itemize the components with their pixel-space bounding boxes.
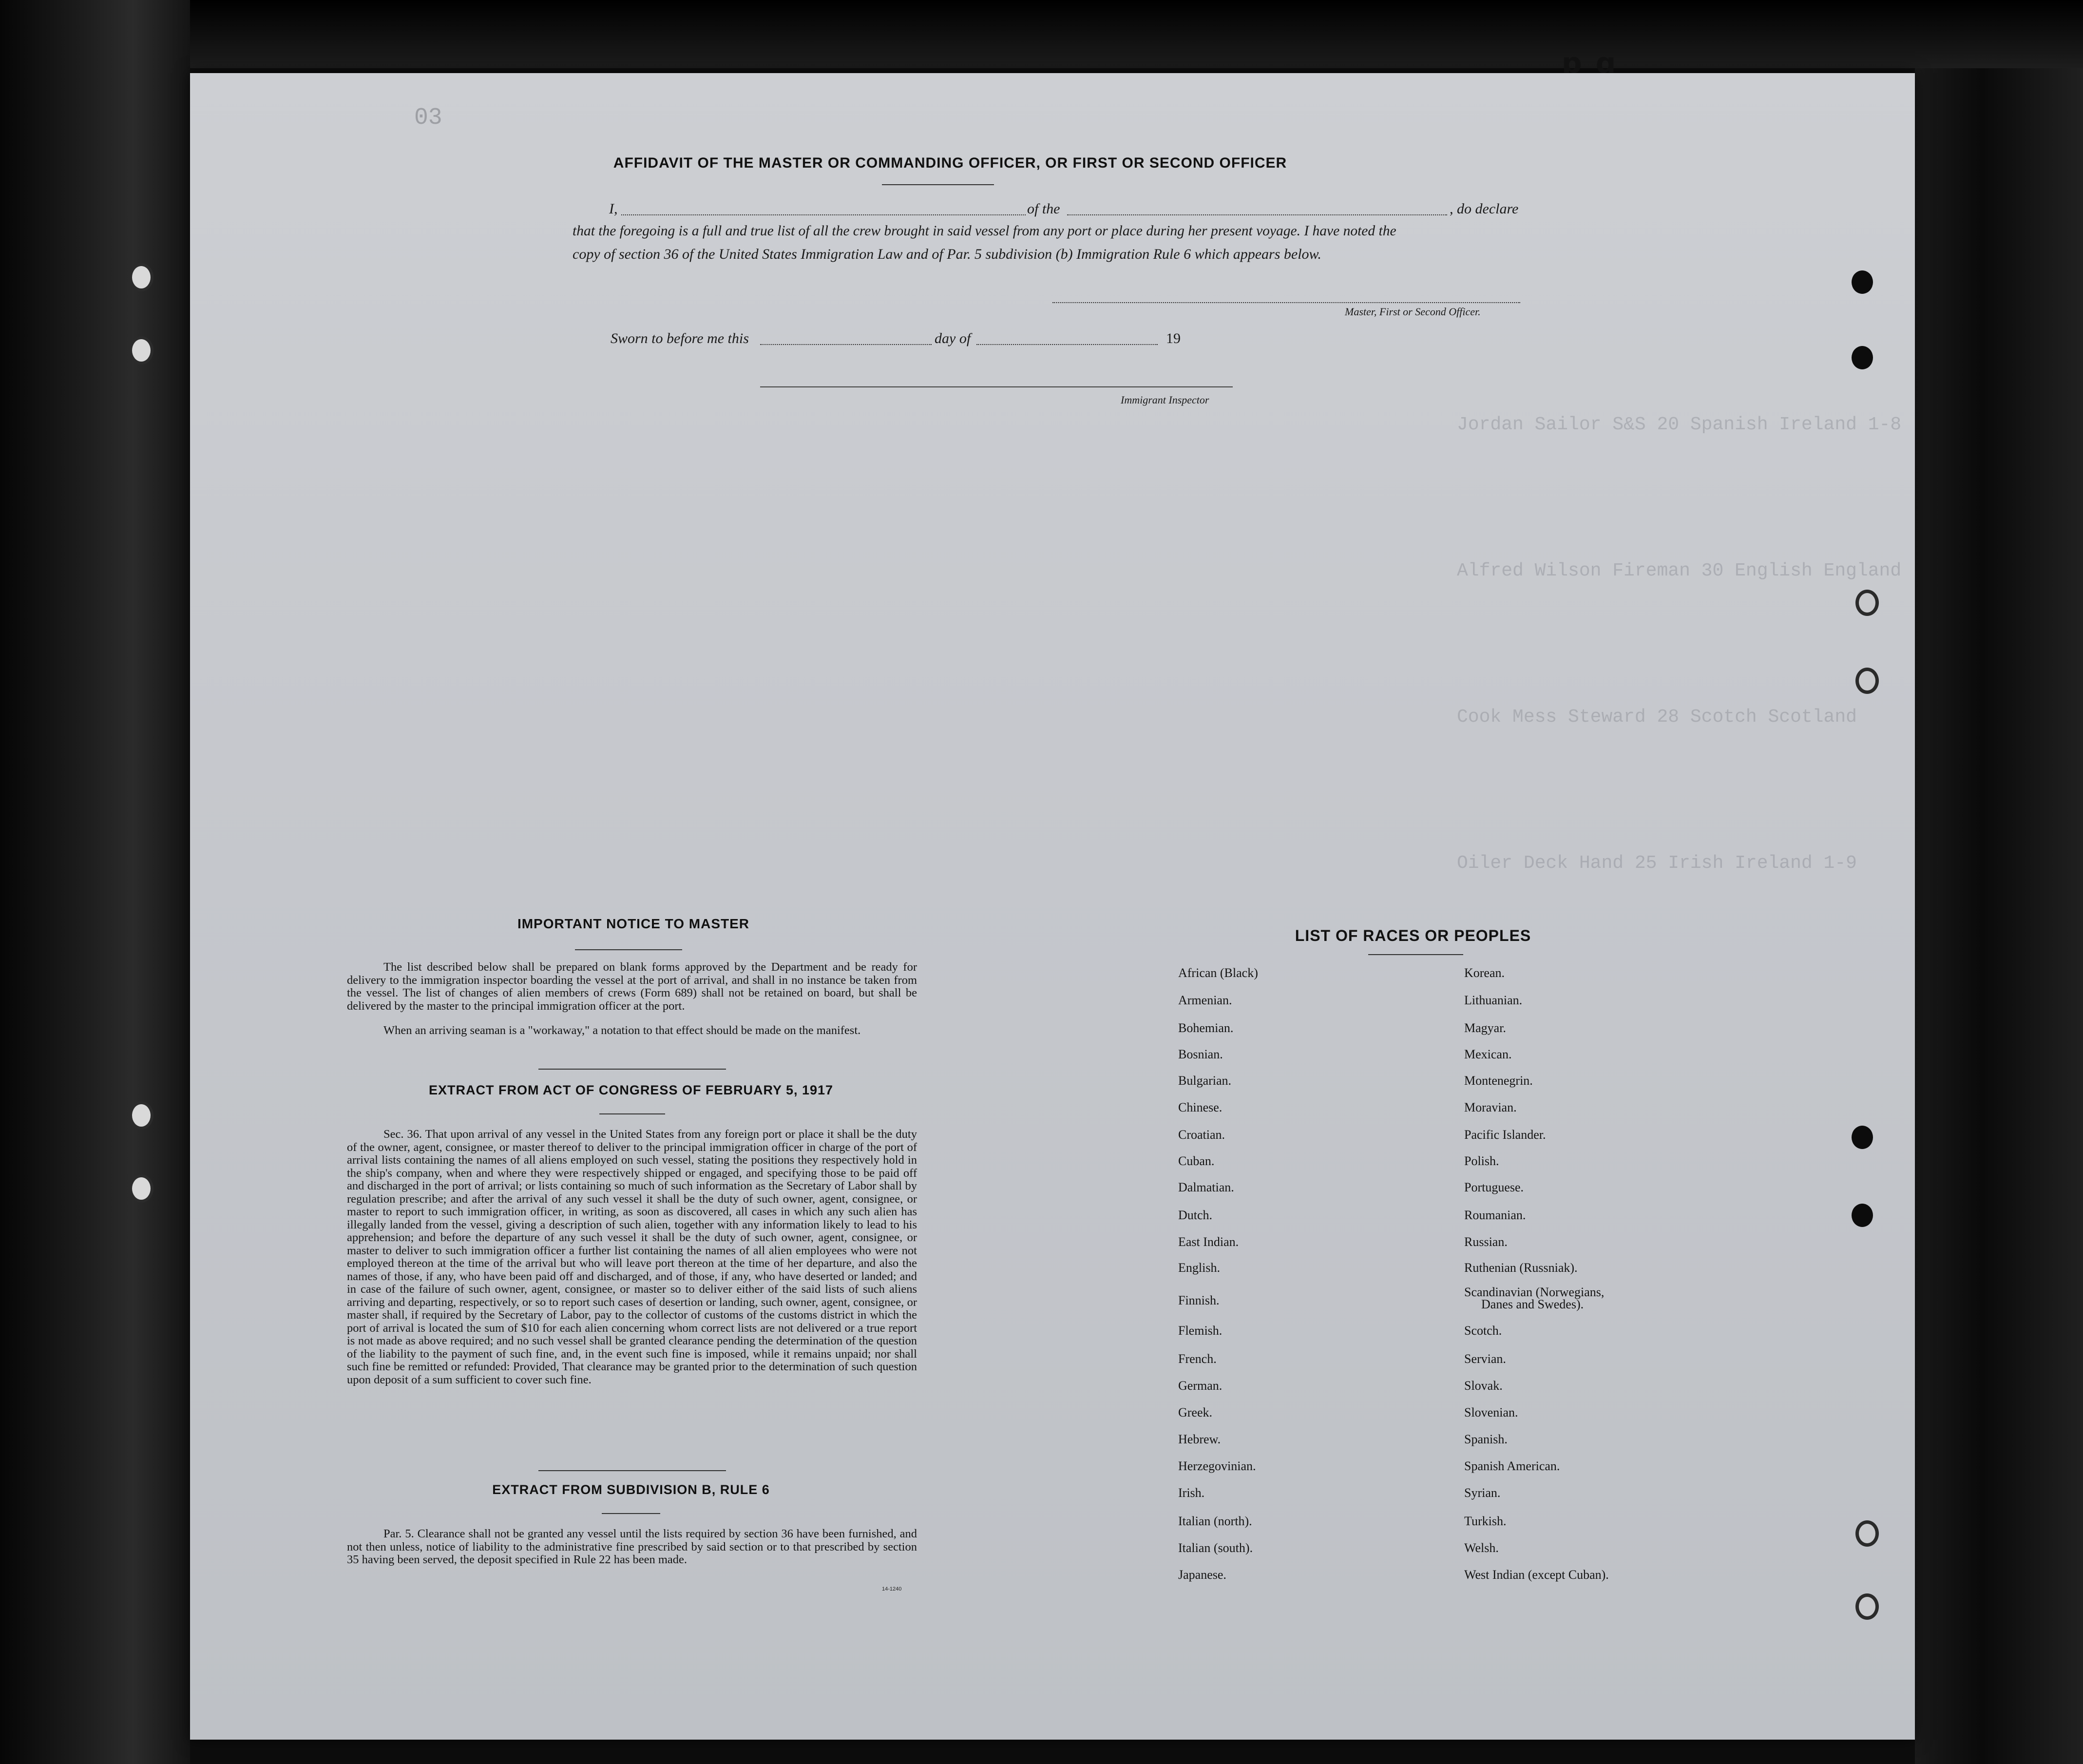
sworn-year: 19 [1166, 330, 1181, 346]
bleed-through-text: Cook Mess Steward 28 Scotch Scotland [1457, 707, 1857, 728]
race-item: Herzegovinian. [1178, 1459, 1256, 1473]
punch-hole [1855, 1593, 1879, 1620]
race-item: Cuban. [1178, 1154, 1215, 1168]
race-item: Pacific Islander. [1464, 1128, 1546, 1142]
race-item: Italian (north). [1178, 1514, 1252, 1528]
race-item: Japanese. [1178, 1568, 1226, 1582]
race-item: Flemish. [1178, 1323, 1223, 1338]
signature-blank[interactable] [1052, 302, 1520, 303]
race-item: Scandinavian (Norwegians, [1464, 1285, 1605, 1299]
race-item: Syrian. [1464, 1486, 1501, 1500]
race-item: Roumanian. [1464, 1208, 1526, 1222]
signature-label: Master, First or Second Officer. [1345, 306, 1481, 318]
punch-hole [1855, 1520, 1879, 1547]
race-item: Spanish American. [1464, 1459, 1560, 1473]
inspector-signature-line [760, 386, 1233, 387]
race-item: Bohemian. [1178, 1021, 1234, 1035]
race-item: West Indian (except Cuban). [1464, 1568, 1609, 1582]
race-item: French. [1178, 1352, 1217, 1366]
race-item: Dalmatian. [1178, 1180, 1234, 1194]
punch-dot [1852, 1126, 1873, 1149]
punch-dot [1852, 346, 1873, 369]
affidavit-line-2: that the foregoing is a full and true list of all the crew brought in said vessel from any port or place during her present voyage. I have noted the [573, 223, 1396, 239]
race-item: Servian. [1464, 1352, 1506, 1366]
corner-mark: ɒ ɑ [1562, 46, 1618, 79]
binder-hole [129, 263, 153, 291]
race-item: Bosnian. [1178, 1047, 1223, 1061]
race-item: Finnish. [1178, 1293, 1220, 1307]
race-item: Polish. [1464, 1154, 1499, 1168]
sworn-day-of: day of [935, 330, 971, 346]
title-rule [882, 184, 994, 185]
race-item: Welsh. [1464, 1541, 1499, 1555]
race-item: Mexican. [1464, 1047, 1512, 1061]
extract-rule-text: Par. 5. Clearance shall not be granted any vessel until the lists required by section 36 have been furnished, and not then unless, notice of liability to the administrative fine prescribed by said section or to that prescribed by section 35 having been served, the deposit specified in Rule 22 has been made. [347, 1527, 917, 1566]
race-item: Bulgarian. [1178, 1074, 1232, 1088]
affidavit-of-the: of the [1027, 201, 1060, 217]
notice-para-1: The list described below shall be prepared on blank forms approved by the Department and be ready for delivery to the immigration inspector boarding the vessel at the port of arrival, and shall in no instance be taken from the vessel. The list of changes of alien members of crews (Form 689) shall not be retained on board, but shall be delivered by the master to the principal immigration officer at the port. [347, 960, 917, 1013]
race-item: Danes and Swedes). [1481, 1297, 1584, 1311]
vessel-blank[interactable] [1067, 214, 1447, 215]
affidavit-title: AFFIDAVIT OF THE MASTER OR COMMANDING OFFICER, OR FIRST OR SECOND OFFICER [613, 155, 1287, 171]
punch-dot [1852, 270, 1873, 294]
binder-hole [129, 1101, 153, 1130]
race-item: Russian. [1464, 1235, 1508, 1249]
race-item: Ruthenian (Russniak). [1464, 1261, 1578, 1275]
bleed-through-text: Alfred Wilson Fireman 30 English England [1457, 560, 1902, 581]
bleed-through-text: Oiler Deck Hand 25 Irish Ireland 1-9 [1457, 853, 1857, 874]
race-item: Portuguese. [1464, 1180, 1524, 1194]
race-item: Moravian. [1464, 1100, 1517, 1114]
sworn-day-blank[interactable] [760, 344, 932, 345]
rule-section-rule [538, 1470, 726, 1471]
punch-hole [1855, 590, 1879, 616]
race-item: Scotch. [1464, 1323, 1502, 1338]
affidavit-declare: , do declare [1450, 201, 1519, 217]
name-blank[interactable] [621, 214, 1026, 215]
punch-hole [1855, 668, 1879, 694]
notice-para-2: When an arriving seaman is a "workaway," a notation to that effect should be made on the manifest. [383, 1024, 861, 1037]
sworn-month-blank[interactable] [976, 344, 1158, 345]
notice-title: IMPORTANT NOTICE TO MASTER [517, 916, 750, 931]
extract-act-title: EXTRACT FROM ACT OF CONGRESS OF FEBRUARY 5, 1917 [428, 1083, 834, 1097]
race-item: East Indian. [1178, 1235, 1239, 1249]
form-number: 14-1240 [882, 1586, 902, 1592]
binder-hole [129, 1174, 153, 1203]
extract-rule-title: EXTRACT FROM SUBDIVISION B, RULE 6 [492, 1482, 770, 1497]
race-item: Armenian. [1178, 993, 1232, 1007]
race-item: Korean. [1464, 966, 1505, 980]
race-item: Irish. [1178, 1486, 1205, 1500]
extract-act-text: Sec. 36. That upon arrival of any vessel in the United States from any foreign port or place it shall be the duty of the owner, agent, consignee, or master thereof to deliver to the principal immigration officer in charge of the port of arrival lists containing the names of all aliens employed on such vessel, stating the positions they respectively hold in the ship's company, when and where they were respectively shipped or engaged, and specifying those to be paid off and discharged in the port of arrival; or lists containing so much of such information as the Secretary of Labor shall by regulation prescribe; and after the arrival of any such vessel it shall be the duty of such owner, agent, consignee, or master to report to such immigration officer, in writing, as soon as discovered, all cases in which any such alien has illegally landed from the vessel, giving a description of such alien, together with any information likely to lead to his apprehension; and before the departure of any such vessel it shall be the duty of such owner, agent, consignee, or master to deliver to such immigration officer a further list containing the names of all alien employees who were not employed thereon at the time of the arrival but who will leave port thereon at the time of her departure, and also the names of those, if any, who have been paid off and discharged, and of those, if any, who have deserted or landed; and in case of the failure of such owner, agent, consignee, or master so to deliver either of the said lists of such aliens arriving and departing, respectively, or so to report such cases of desertion or landing, such owner, agent, consignee, or master shall, if required by the Secretary of Labor, pay to the collector of customs of the customs district in which the port of arrival is located the sum of $10 for each alien concerning whom correct lists are not delivered or a true report is not made as above required; and no such vessel shall be granted clearance pending the determination of the question of the liability to the payment of such fine, and, in the event such fine is imposed, while it remains unpaid; nor shall such fine be remitted or refunded: Provided, That clearance may be granted prior to the determination of such question upon deposit of a sum sufficient to cover such fine. [347, 1128, 917, 1386]
binder-hole [129, 336, 153, 364]
affidavit-line-3: copy of section 36 of the United States Immigration Law and of Par. 5 subdivision (b) Immigration Rule 6 which appears below. [573, 246, 1321, 262]
race-item: Croatian. [1178, 1128, 1225, 1142]
binder-left-edge [0, 0, 190, 1764]
race-item: Hebrew. [1178, 1432, 1221, 1446]
race-item: German. [1178, 1379, 1223, 1393]
race-item: African (Black) [1178, 966, 1258, 980]
race-item: Slovak. [1464, 1379, 1503, 1393]
race-item: Spanish. [1464, 1432, 1508, 1446]
race-item: Italian (south). [1178, 1541, 1253, 1555]
scan-right-border [1915, 68, 2083, 1764]
race-item: Turkish. [1464, 1514, 1507, 1528]
race-item: Montenegrin. [1464, 1074, 1533, 1088]
race-item: Chinese. [1178, 1100, 1223, 1114]
races-title: LIST OF RACES OR PEOPLES [1295, 927, 1531, 944]
inspector-label: Immigrant Inspector [1121, 394, 1209, 406]
sworn-text: Sworn to before me this [611, 330, 749, 346]
bleed-through-text: Jordan Sailor S&S 20 Spanish Ireland 1-8 [1457, 414, 1902, 435]
act-rule [599, 1113, 665, 1114]
race-item: Slovenian. [1464, 1405, 1518, 1419]
punch-dot [1852, 1204, 1873, 1227]
scan-top-border [0, 0, 2083, 68]
rule-title-rule [602, 1513, 660, 1514]
race-item: Dutch. [1178, 1208, 1213, 1222]
race-item: English. [1178, 1261, 1220, 1275]
race-item: Greek. [1178, 1405, 1213, 1419]
race-item: Magyar. [1464, 1021, 1506, 1035]
race-item: Lithuanian. [1464, 993, 1523, 1007]
races-rule [1368, 954, 1463, 955]
page-number-mark: 03 [414, 105, 442, 131]
notice-rule [575, 949, 682, 950]
affidavit-i: I, [609, 201, 618, 217]
section-rule [538, 1069, 726, 1070]
